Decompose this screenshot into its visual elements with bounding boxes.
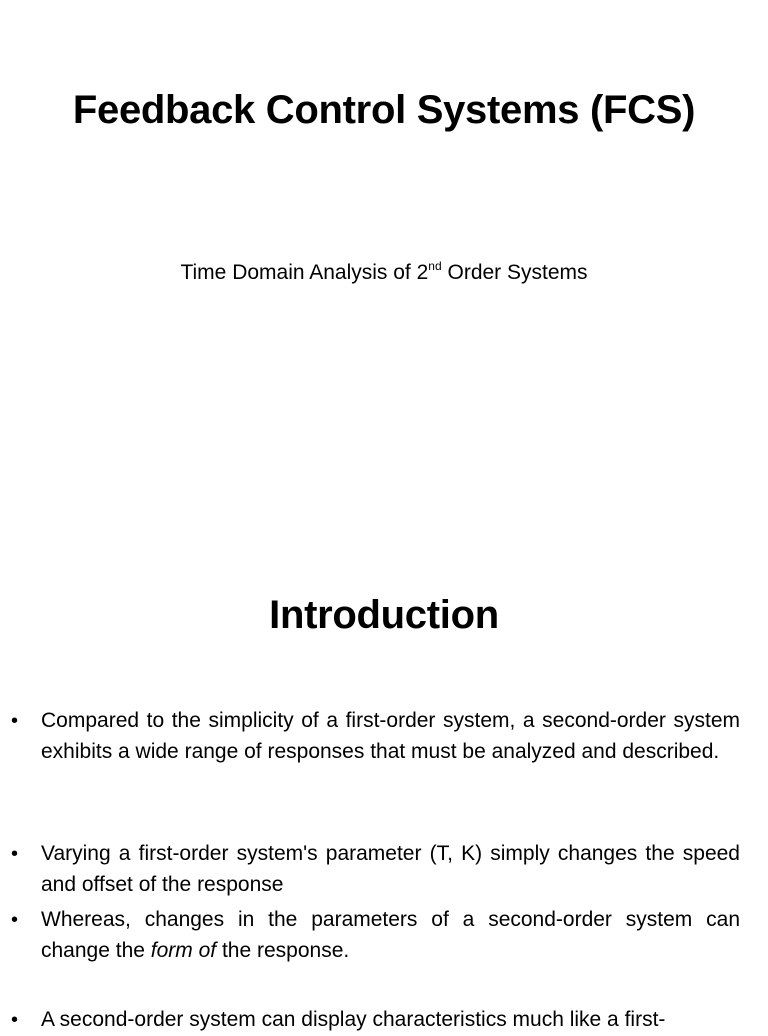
bullet-text-before: Whereas, changes in the parameters of a second-order system can change the — [41, 908, 740, 962]
bullet-text: A second-order system can display characteristics much like a first- — [41, 1008, 666, 1031]
subtitle-superscript: nd — [428, 259, 442, 273]
bullet-text: Compared to the simplicity of a first-order system, a second-order system exhibits a wide range of responses that must be analyzed and described. — [41, 709, 740, 763]
bullet-text-emphasis: form of — [150, 938, 217, 962]
subtitle-suffix: Order Systems — [441, 261, 588, 284]
bullet-text: Varying a first-order system's parameter (T, K) simply changes the speed and offset of the response — [41, 842, 740, 896]
bullet-icon: • — [11, 710, 19, 732]
subtitle-prefix: Time Domain Analysis of 2 — [180, 261, 429, 284]
bullet-text — [41, 905, 740, 966]
slide-subtitle — [0, 259, 768, 287]
bullet-icon: • — [11, 843, 19, 865]
section-heading: Introduction — [269, 593, 499, 637]
bullet-text-after: the response. — [216, 938, 350, 962]
bullet-icon: • — [11, 1009, 19, 1031]
bullet-icon: • — [11, 909, 19, 931]
slide-title: Feedback Control Systems (FCS) — [72, 88, 696, 132]
